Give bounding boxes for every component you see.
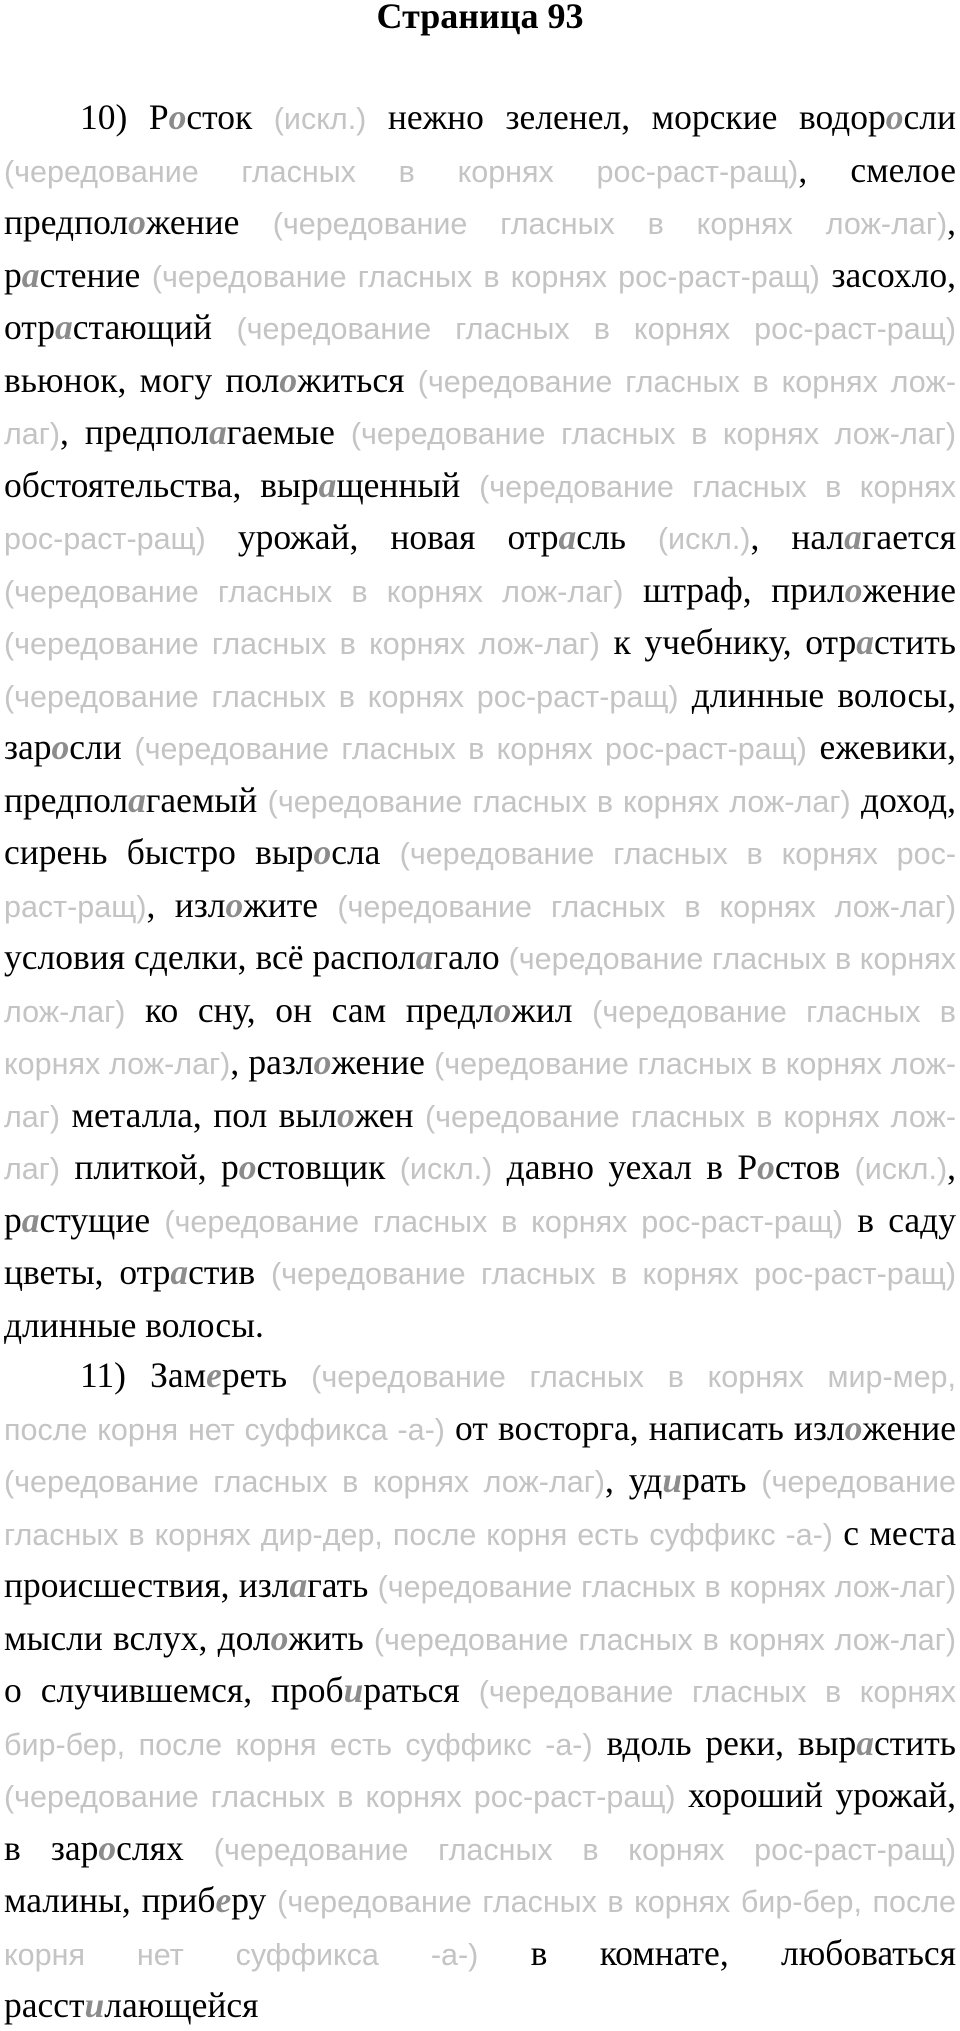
grammar-note: (чередование гласных в корнях лож-лаг) [4, 1465, 605, 1499]
grammar-note: (чередование гласных в корнях рос-раст-ращ) [164, 1204, 844, 1239]
highlighted-vowel: о [51, 727, 70, 767]
text-run: жите [243, 884, 338, 925]
grammar-note: (чередование гласных в корнях лож-лаг) [337, 889, 957, 924]
grammar-note: (чередование гласных в корнях рос-раст-ращ) [4, 679, 679, 714]
highlighted-vowel: о [885, 97, 904, 137]
highlighted-vowel: о [279, 359, 298, 400]
text-run: сла [331, 832, 400, 872]
grammar-note: (чередование гласных в корнях лож-лаг) [4, 627, 600, 661]
highlighted-vowel: о [128, 202, 146, 242]
text-run: хороший урожай, в зар [4, 1775, 956, 1868]
text-run: сток [186, 97, 274, 137]
text-run: стив [188, 1252, 271, 1292]
text-run: сли [903, 97, 956, 137]
text-run: ежевики, предпол [4, 727, 956, 820]
grammar-note: (искл.) [273, 102, 367, 136]
grammar-note: (чередование гласных в корнях рос-раст-ращ) [236, 312, 956, 346]
highlighted-vowel: о [844, 569, 863, 610]
text-run: , предпол [60, 412, 209, 452]
grammar-note: (чередование гласных в корнях лож-лаг) [4, 942, 956, 1029]
text-run: жение [862, 569, 956, 610]
text-run: засохло, отр [4, 254, 956, 347]
highlighted-vowel: а [128, 779, 146, 820]
text-run: стить [874, 622, 956, 662]
grammar-note: (чередование гласных в корнях мир-мер, после корня нет суффикса -а-) [4, 1360, 956, 1447]
highlighted-vowel: а [558, 517, 577, 557]
text-run: вдоль реки, выр [592, 1722, 857, 1763]
grammar-note: (чередование гласных в корнях рос-раст-ращ) [270, 1257, 956, 1291]
highlighted-vowel: о [493, 989, 512, 1030]
highlighted-vowel: а [415, 937, 434, 977]
highlighted-vowel: е [215, 1880, 232, 1920]
text-run: , изл [146, 884, 226, 925]
text-run: сли [69, 727, 135, 767]
text-run: гается [861, 517, 956, 557]
page-title: Страница 93 [376, 0, 584, 36]
grammar-note: (чередование гласных в корнях лож-лаг) [4, 1099, 956, 1186]
text-run: стущие [39, 1199, 165, 1240]
highlighted-vowel: о [225, 884, 244, 925]
highlighted-vowel: о [238, 1147, 257, 1187]
text-run: стение [39, 254, 152, 295]
grammar-note: (чередование гласных в корнях лож-лаг) [4, 364, 956, 451]
text-run: нежно зеленел, морские водор [366, 97, 886, 137]
text-run: 10) Р [80, 97, 169, 137]
highlighted-vowel: а [856, 622, 875, 662]
grammar-note: (искл.) [399, 1152, 493, 1186]
text-run: условия сделки, всё распол [4, 937, 416, 977]
text-run: малины, приб [4, 1880, 216, 1920]
text-run: ру [231, 1880, 278, 1920]
highlighted-vowel: а [21, 1199, 40, 1240]
text-run: жение [331, 1042, 435, 1082]
highlighted-vowel: и [84, 1985, 105, 2025]
grammar-note: (искл.) [657, 522, 751, 556]
text-run: жение [145, 202, 273, 242]
text-run: слях [116, 1827, 214, 1868]
highlighted-vowel: а [21, 254, 40, 295]
highlighted-vowel: е [206, 1355, 222, 1395]
grammar-note: (чередование гласных в корнях дир-дер, после корня есть суффикс -а-) [4, 1465, 956, 1552]
text-run: житься [297, 359, 418, 400]
grammar-note: (чередование гласных в корнях лож-лаг) [4, 994, 956, 1081]
text-run: раться [363, 1670, 479, 1710]
highlighted-vowel: и [662, 1460, 683, 1500]
grammar-note: (чередование гласных в корнях лож-лаг) [267, 784, 851, 819]
text-run: гать [307, 1565, 378, 1605]
text-run: ко сну, он сам предл [125, 989, 494, 1030]
grammar-note: (чередование гласных в корнях лож-лаг) [4, 1047, 957, 1134]
highlighted-vowel: о [313, 1042, 332, 1082]
grammar-note: (чередование гласных в корнях рос-раст-ращ) [213, 1832, 956, 1867]
text-run: жен [354, 1094, 425, 1135]
exercise-text [4, 92, 956, 2031]
grammar-note: (чередование гласных в корнях рос-раст-ращ) [4, 837, 956, 924]
highlighted-vowel: а [844, 517, 862, 557]
text-run: о случившемся, проб [4, 1670, 344, 1710]
grammar-note: (чередование гласных в корнях лож-лаг) [272, 207, 948, 241]
text-run: в комнате, любоваться расст [4, 1932, 957, 2025]
text-run: жил [511, 989, 593, 1030]
highlighted-vowel: а [208, 412, 227, 452]
grammar-note: (чередование гласных в корнях лож-лаг) [350, 417, 956, 451]
text-run: длинные волосы. [4, 1304, 264, 1345]
text-run: доход, сирень быстро выр [4, 779, 956, 872]
grammar-note: (чередование гласных в корнях рос-раст-ращ) [134, 732, 807, 766]
text-run: стить [874, 1722, 956, 1763]
text-run: в саду цветы, отр [4, 1199, 956, 1292]
text-run: обстоятельства, выр [4, 464, 319, 505]
text-run: сль [576, 517, 658, 557]
exercise-paragraph-10 [4, 92, 956, 1350]
text-run: стов [774, 1147, 855, 1187]
highlighted-vowel: а [856, 1722, 875, 1763]
grammar-note: (чередование гласных в корнях лож-лаг) [4, 574, 624, 609]
text-run: урожай, новая отр [205, 517, 559, 557]
text-run: щенный [336, 464, 480, 505]
text-run: от восторга, написать изл [444, 1407, 845, 1448]
text-run: 11) Зам [80, 1355, 207, 1395]
exercise-paragraph-11 [4, 1350, 956, 2031]
text-run: , р [4, 1147, 956, 1240]
highlighted-vowel: а [54, 307, 73, 347]
highlighted-vowel: о [168, 97, 187, 137]
grammar-note: (искл.) [854, 1152, 948, 1186]
highlighted-vowel: о [98, 1827, 117, 1868]
text-run: мысли вслух, дол [4, 1617, 271, 1658]
text-run: гаемые [226, 412, 351, 452]
text-run: , уд [604, 1460, 663, 1500]
text-run: , смелое предпол [4, 149, 956, 242]
highlighted-vowel: о [757, 1147, 775, 1187]
text-run: металла, пол выл [60, 1094, 337, 1135]
grammar-note: (чередование гласных в корнях рос-раст-ращ) [4, 154, 799, 189]
text-run: плиткой, р [60, 1147, 239, 1187]
text-run: стовщик [256, 1147, 400, 1187]
text-run: давно уехал в Р [492, 1147, 758, 1187]
highlighted-vowel: о [313, 832, 332, 872]
text-run: вьюнок, могу пол [4, 359, 280, 400]
text-run: к учебнику, отр [599, 622, 857, 662]
text-run: , разл [230, 1042, 314, 1082]
highlighted-vowel: а [289, 1565, 308, 1605]
grammar-note: (чередование гласных в корнях рос-раст-ращ) [151, 259, 820, 294]
text-run: с места происшествия, изл [4, 1512, 956, 1605]
grammar-note: (чередование гласных в корнях бир-бер, после корня нет суффикса -а-) [4, 1885, 956, 1972]
highlighted-vowel: и [343, 1670, 364, 1710]
text-run: стающий [72, 307, 237, 347]
grammar-note: (чередование гласных в корнях лож-лаг) [373, 1622, 956, 1657]
text-run: жить [288, 1617, 374, 1658]
highlighted-vowel: о [336, 1094, 355, 1135]
text-run: рать [682, 1460, 762, 1500]
text-run: штраф, прил [623, 569, 845, 610]
grammar-note: (чередование гласных в корнях лож-лаг) [377, 1570, 956, 1604]
grammar-note: (чередование гласных в корнях бир-бер, после корня есть суффикс -а-) [4, 1675, 956, 1762]
text-run: жение [862, 1407, 956, 1448]
text-run: гало [433, 937, 509, 977]
highlighted-vowel: а [170, 1252, 189, 1292]
text-run: гаемый [145, 779, 268, 820]
text-run: длинные волосы, зар [4, 674, 956, 767]
text-run: реть [221, 1355, 312, 1395]
text-run: , нал [750, 517, 845, 557]
grammar-note: (чередование гласных в корнях рос-раст-ращ) [4, 1780, 676, 1814]
text-run: лающейся [104, 1985, 259, 2025]
highlighted-vowel: о [270, 1617, 289, 1658]
highlighted-vowel: а [318, 464, 337, 505]
highlighted-vowel: о [844, 1407, 863, 1448]
text-run: , р [4, 202, 956, 295]
grammar-note: (чередование гласных в корнях рос-раст-ращ) [4, 469, 956, 556]
